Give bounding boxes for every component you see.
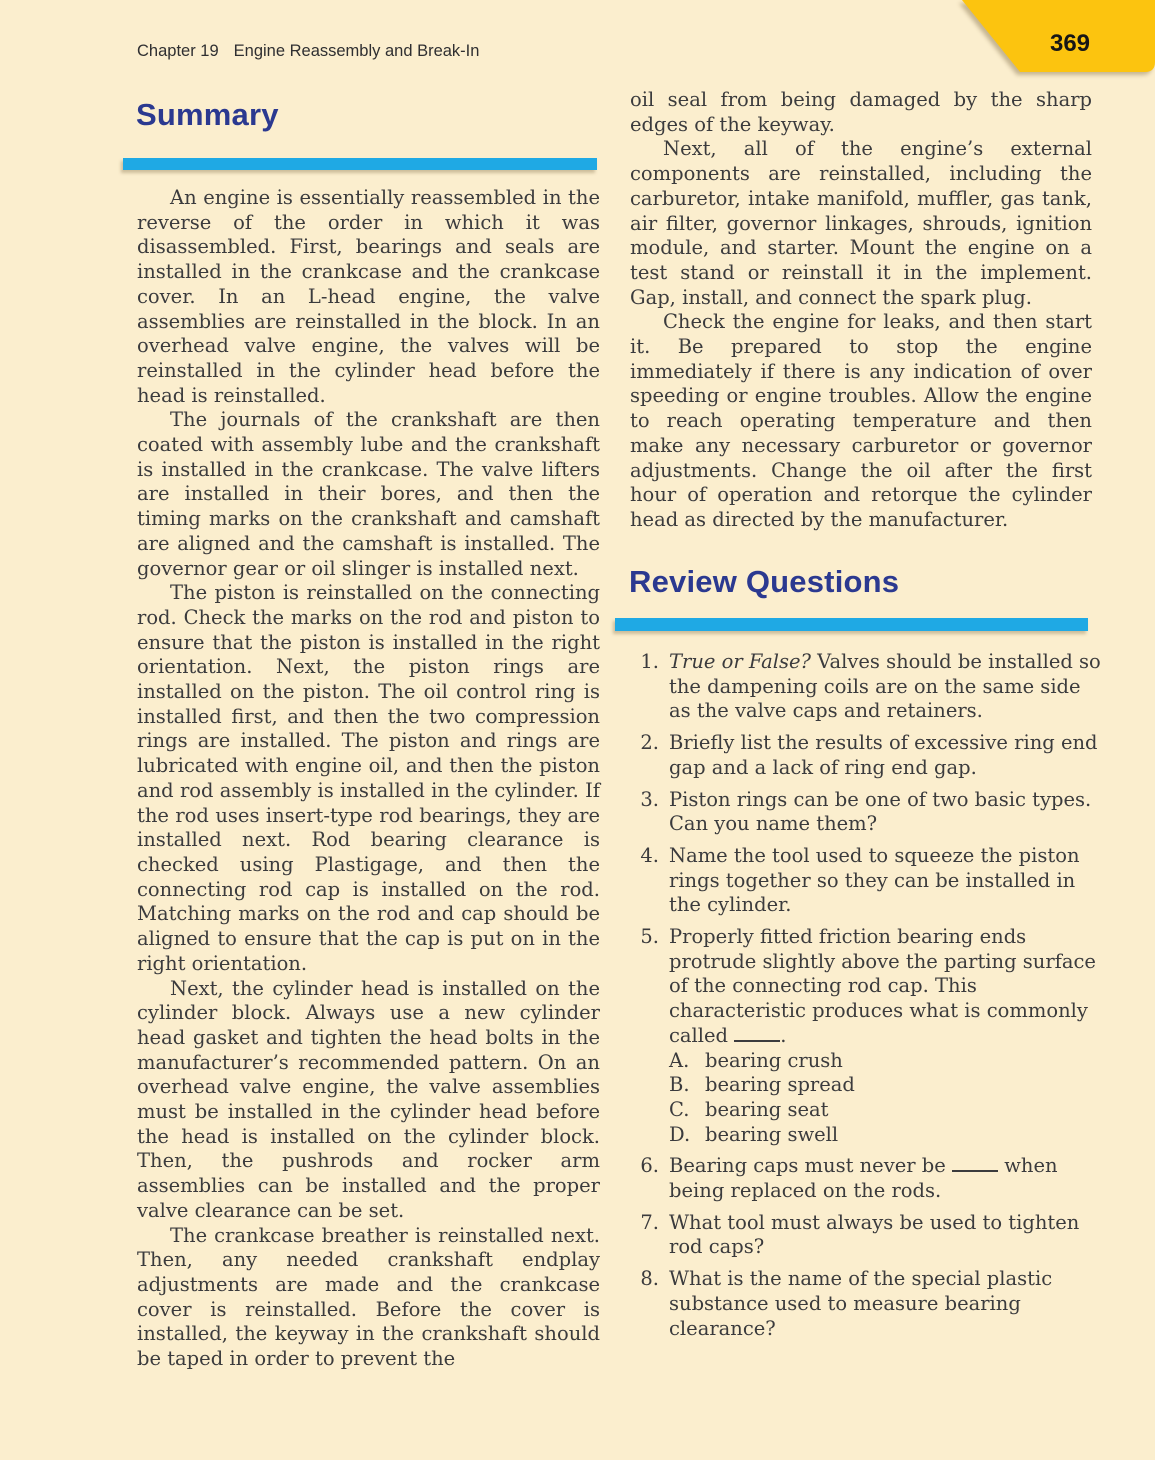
page-number: 369: [1049, 30, 1091, 57]
question-text: Briefly list the results of excessive ring end gap and a lack of ring end gap.: [669, 731, 1098, 779]
option-text: bearing spread: [705, 1073, 855, 1097]
question-item: [633, 788, 1103, 837]
option-letter: A.: [669, 1048, 690, 1072]
question-number: 8.: [640, 1267, 659, 1291]
body-paragraph: Next, all of the engine’s external components are reinstalled, including the carburetor, intake manifold, muffler, gas tank, air filter, governor linkages, shrouds, ignition module, and starter. Mount the engine on a test stand or reinstall it in the implement. Gap, install, and connect the spark plug.: [630, 137, 1092, 309]
question-item: [633, 731, 1103, 780]
option-letter: B.: [669, 1073, 690, 1097]
option-text: bearing crush: [705, 1048, 843, 1072]
question-item: [633, 1211, 1103, 1260]
option-text: bearing swell: [705, 1122, 839, 1146]
option-letter: C.: [669, 1097, 690, 1121]
body-paragraph: oil seal from being damaged by the sharp edges of the keyway.: [630, 88, 1092, 136]
option-item: [669, 1073, 1103, 1098]
summary-paragraph: Next, the cylinder head is installed on the cylinder block. Always use a new cylinder head gasket and tighten the head bolts in the manufacturer’s recommended pattern. On an overhead valve engine, the valve assemblies must be installed in the cylinder head before the head is installed on the cylinder block. Then, the pushrods and rocker arm assemblies can be installed and the proper valve clearance can be set.: [137, 976, 600, 1222]
review-questions-list: [633, 650, 1103, 1348]
summary-text-column: [137, 186, 600, 1372]
question-text: Properly fitted friction bearing ends protrude slightly above the parting surface of the connecting rod cap. This characteristic produces what is commonly called . A. bearing crush B. bearing spread C. bearing seat D. bearing swell: [669, 925, 1103, 1147]
body-paragraph: Check the engine for leaks, and then start it. Be prepared to stop the engine immediately if there is any indication of over speeding or engine troubles. Allow the engine to reach operating temperature and then make any necessary carburetor or governor adjustments. Change the oil after the first hour of operation and retorque the cylinder head as directed by the manufacturer.: [630, 310, 1092, 531]
question-number: 4.: [640, 843, 659, 867]
chapter-title: Engine Reassembly and Break-In: [233, 42, 480, 60]
answer-options: [669, 1049, 1103, 1148]
question-number: 2.: [640, 731, 659, 755]
question-text: Bearing caps must never be when being replaced on the rods.: [669, 1154, 1058, 1203]
option-item: [669, 1098, 1103, 1123]
summary-paragraph: The piston is reinstalled on the connecting rod. Check the marks on the rod and piston to ensure that the piston is installed in the right orientation. Next, the piston rings are installed on the piston. The oil control ring is installed first, and then the two compression rings are installed. The piston and rings are lubricated with engine oil, and then the piston and rod assembly is installed in the cylinder. If the rod uses insert-type rod bearings, they are installed next. Rod bearing clearance is checked using Plastigage, and then the connecting rod cap is installed on the rod. Matching marks on the rod and cap should be aligned to ensure that the cap is put on in the right orientation.: [137, 581, 600, 975]
right-text-column: [630, 88, 1092, 533]
question-number: 7.: [640, 1210, 659, 1234]
question-text: True or False? Valves should be installed so the dampening coils are on the same side as the valve caps and retainers.: [669, 650, 1101, 723]
summary-rule: [123, 158, 597, 170]
option-item: [669, 1123, 1103, 1148]
question-item: [633, 925, 1103, 1147]
summary-paragraph: The journals of the crankshaft are then coated with assembly lube and the crankshaft is installed in the crankcase. The valve lifters are installed in their bores, and then the timing marks on the crankshaft and camshaft are aligned and the camshaft is installed. The governor gear or oil slinger is installed next.: [137, 408, 600, 580]
fill-in-blank: [952, 1156, 998, 1172]
option-item: [669, 1049, 1103, 1074]
fill-in-blank: [734, 1026, 780, 1042]
question-number: 3.: [640, 787, 659, 811]
question-item: [633, 1154, 1103, 1203]
review-questions-heading: Review Questions: [629, 564, 900, 599]
chapter-label: Chapter 19: [137, 42, 219, 60]
page-header: [137, 42, 479, 61]
question-italic-lead: True or False?: [669, 650, 811, 673]
question-text: Name the tool used to squeeze the piston rings together so they can be installed in the cylinder.: [669, 843, 1080, 917]
summary-paragraph: The crankcase breather is reinstalled next. Then, any needed crankshaft endplay adjustments are made and the crankcase cover is reinstalled. Before the cover is installed, the keyway in the crankshaft should be taped in order to prevent the: [137, 1223, 600, 1371]
question-number: 1.: [640, 650, 659, 673]
question-number: 6.: [640, 1154, 659, 1178]
summary-heading: Summary: [136, 97, 279, 132]
question-item: [633, 844, 1103, 918]
question-text: What is the name of the special plastic substance used to measure bearing clearance?: [669, 1267, 1053, 1340]
question-text: Piston rings can be one of two basic types. Can you name them?: [669, 787, 1092, 836]
summary-paragraph: An engine is essentially reassembled in the reverse of the order in which it was disassembled. First, bearings and seals are installed in the crankcase and the crankcase cover. In an L-head engine, the valve assemblies are reinstalled in the block. In an overhead valve engine, the valves will be reinstalled in the cylinder head before the head is reinstalled.: [137, 186, 600, 407]
question-item: [633, 650, 1103, 724]
question-number: 5.: [640, 925, 659, 949]
question-item: [633, 1267, 1103, 1341]
option-letter: D.: [669, 1122, 691, 1146]
option-text: bearing seat: [705, 1097, 829, 1121]
question-text: What tool must always be used to tighten rod caps?: [669, 1210, 1080, 1259]
review-questions-rule: [615, 618, 1088, 631]
